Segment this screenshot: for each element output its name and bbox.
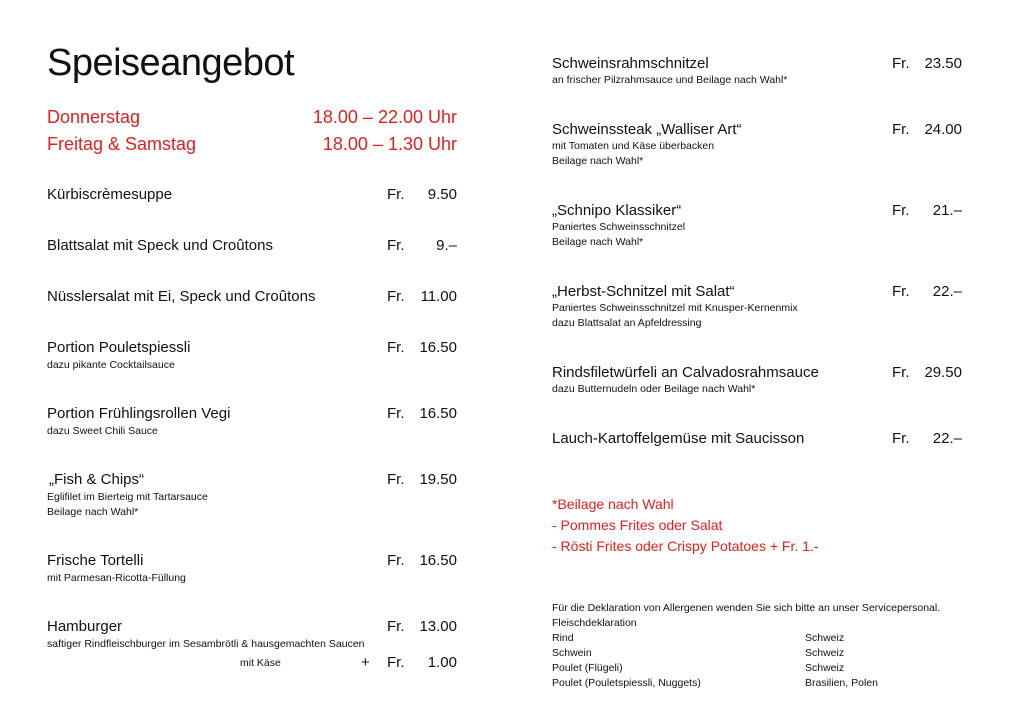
meat-declaration-heading: Fleischdeklaration xyxy=(552,617,637,629)
currency-label: Fr. xyxy=(892,364,910,381)
sides-option: - Rösti Frites oder Crispy Potatoes + Fr. 1.- xyxy=(552,538,819,554)
menu-item-description: saftiger Rindfleischburger im Sesambrötli & hausgemachten Saucen xyxy=(47,638,365,650)
meat-type: Rind xyxy=(552,632,574,644)
menu-item-name: Portion Frühlingsrollen Vegi xyxy=(47,405,231,422)
menu-item-price: 21.– xyxy=(932,202,962,219)
menu-item-name: Nüsslersalat mit Ei, Speck und Croûtons xyxy=(47,288,316,305)
currency-label: Fr. xyxy=(892,430,910,447)
currency-label: Fr. xyxy=(387,471,405,488)
menu-item-price: 16.50 xyxy=(419,552,457,569)
menu-item-description: Paniertes Schweinsschnitzel xyxy=(552,221,686,233)
menu-item-name: „Schnipo Klassiker“ xyxy=(552,202,682,219)
currency-label: Fr. xyxy=(387,654,405,671)
meat-origin: Schweiz xyxy=(805,662,845,674)
menu-item-name: Rindsfiletwürfeli an Calvadosrahmsauce xyxy=(552,364,819,381)
menu-item-price: 13.00 xyxy=(419,618,457,635)
menu-item-price: 24.00 xyxy=(924,121,962,138)
menu-item-name: „Fish & Chips“ xyxy=(49,471,145,488)
hours-time-weekend: 18.00 – 1.30 Uhr xyxy=(322,134,457,154)
allergen-note: Für die Deklaration von Allergenen wenden Sie sich bitte an unser Servicepersonal. xyxy=(552,602,941,614)
menu-item-price: 16.50 xyxy=(419,339,457,356)
menu-item-name: Schweinsrahmschnitzel xyxy=(552,55,709,72)
meat-origin: Schweiz xyxy=(805,632,845,644)
menu-item-price: 22.– xyxy=(932,430,962,447)
currency-label: Fr. xyxy=(387,618,405,635)
currency-label: Fr. xyxy=(387,186,405,203)
currency-label: Fr. xyxy=(892,202,910,219)
menu-item-name: Lauch-Kartoffelgemüse mit Saucisson xyxy=(552,430,805,447)
currency-label: Fr. xyxy=(387,339,405,356)
menu-item-description: dazu Butternudeln oder Beilage nach Wahl* xyxy=(552,383,756,395)
menu-item-price: 29.50 xyxy=(924,364,962,381)
menu-item-description: dazu Sweet Chili Sauce xyxy=(47,425,158,437)
menu-item-description: Beilage nach Wahl* xyxy=(552,155,644,167)
meat-type: Poulet (Pouletspiessli, Nuggets) xyxy=(552,677,701,689)
menu-item-description: Paniertes Schweinsschnitzel mit Knusper-Kernenmix xyxy=(552,302,798,314)
menu-item-price: 22.– xyxy=(932,283,962,300)
currency-label: Fr. xyxy=(387,288,405,305)
menu-item-price: 9.50 xyxy=(427,186,457,203)
page-title: Speiseangebot xyxy=(47,42,295,84)
menu-item-description: Beilage nach Wahl* xyxy=(552,236,644,248)
currency-label: Fr. xyxy=(892,121,910,138)
menu-item-price: 11.00 xyxy=(420,288,457,305)
menu-item-description: dazu pikante Cocktailsauce xyxy=(47,359,175,371)
meat-origin: Schweiz xyxy=(805,647,845,659)
burger-extra-label: mit Käse xyxy=(240,657,281,669)
hours-days-weekend: Freitag & Samstag xyxy=(47,134,197,154)
meat-type: Poulet (Flügeli) xyxy=(552,662,623,674)
currency-label: Fr. xyxy=(892,55,910,72)
menu-item-name: Portion Pouletspiessli xyxy=(47,339,191,356)
sides-option: - Pommes Frites oder Salat xyxy=(552,517,723,533)
menu-item-name: „Herbst-Schnitzel mit Salat“ xyxy=(552,283,735,300)
menu-item-price: 16.50 xyxy=(419,405,457,422)
menu-item-name: Kürbiscrèmesuppe xyxy=(47,186,173,203)
menu-item-description: Beilage nach Wahl* xyxy=(47,506,139,518)
menu-item-price: 9.– xyxy=(436,237,457,254)
menu-item-description: an frischer Pilzrahmsauce und Beilage nach Wahl* xyxy=(552,74,788,86)
menu-item-description: mit Tomaten und Käse überbacken xyxy=(552,140,715,152)
menu-item-price: 23.50 xyxy=(924,55,962,72)
hours-time-thursday: 18.00 – 22.00 Uhr xyxy=(312,107,457,127)
burger-extra-plus: + xyxy=(361,654,370,671)
menu-item-name: Blattsalat mit Speck und Croûtons xyxy=(47,237,273,254)
burger-extra-price: 1.00 xyxy=(427,654,457,671)
menu-item-description: dazu Blattsalat an Apfeldressing xyxy=(552,317,702,329)
menu-item-name: Frische Tortelli xyxy=(47,552,144,569)
currency-label: Fr. xyxy=(892,283,910,300)
meat-type: Schwein xyxy=(552,647,592,659)
menu-item-description: mit Parmesan-Ricotta-Füllung xyxy=(47,572,186,584)
menu-item-description: Eglifilet im Bierteig mit Tartarsauce xyxy=(47,491,208,503)
currency-label: Fr. xyxy=(387,237,405,254)
menu-item-name: Schweinssteak „Walliser Art“ xyxy=(552,121,742,138)
sides-heading: *Beilage nach Wahl xyxy=(552,496,674,512)
meat-origin: Brasilien, Polen xyxy=(805,677,878,689)
menu-item-name: Hamburger xyxy=(47,618,123,635)
hours-days-thursday: Donnerstag xyxy=(47,107,141,127)
menu-item-price: 19.50 xyxy=(419,471,457,488)
currency-label: Fr. xyxy=(387,405,405,422)
currency-label: Fr. xyxy=(387,552,405,569)
